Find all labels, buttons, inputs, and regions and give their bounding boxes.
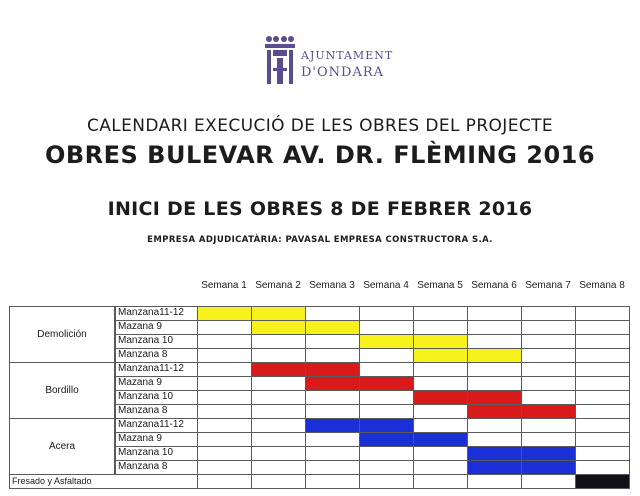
schedule-cell xyxy=(305,446,360,461)
schedule-cell xyxy=(413,418,468,433)
schedule-cell xyxy=(197,376,252,391)
schedule-cell xyxy=(575,348,630,363)
schedule-cell xyxy=(305,474,360,489)
task-row-label: Mazana 9 xyxy=(115,320,198,335)
schedule-cell xyxy=(413,376,468,391)
schedule-cell xyxy=(197,334,252,349)
schedule-cell xyxy=(575,334,630,349)
schedule-bar-cell xyxy=(521,404,576,419)
start-date-heading: INICI DE LES OBRES 8 DE FEBRER 2016 xyxy=(107,198,533,220)
schedule-cell xyxy=(359,404,414,419)
week-header-8: Semana 8 xyxy=(579,280,625,291)
schedule-cell xyxy=(197,446,252,461)
schedule-bar-cell xyxy=(521,446,576,461)
schedule-cell xyxy=(521,334,576,349)
task-row-label: Manzana 10 xyxy=(115,390,198,405)
schedule-cell xyxy=(359,390,414,405)
schedule-cell xyxy=(467,362,522,377)
task-row-fresado: Fresado y Asfaltado xyxy=(9,474,198,489)
schedule-cell xyxy=(251,390,306,405)
schedule-cell xyxy=(197,432,252,447)
schedule-cell xyxy=(251,334,306,349)
schedule-cell xyxy=(305,460,360,475)
schedule-cell xyxy=(251,348,306,363)
logo-line-1: AJUNTAMENT xyxy=(301,49,394,62)
schedule-cell xyxy=(575,362,630,377)
schedule-bar-cell xyxy=(521,460,576,475)
schedule-cell xyxy=(413,474,468,489)
schedule-cell xyxy=(197,362,252,377)
schedule-cell xyxy=(467,306,522,321)
schedule-cell xyxy=(575,404,630,419)
schedule-bar-cell xyxy=(359,376,414,391)
schedule-cell xyxy=(305,432,360,447)
schedule-cell xyxy=(521,320,576,335)
schedule-cell xyxy=(575,432,630,447)
schedule-cell xyxy=(575,446,630,461)
schedule-bar-cell xyxy=(359,418,414,433)
schedule-cell xyxy=(359,460,414,475)
schedule-cell xyxy=(575,418,630,433)
contractor-line: EMPRESA ADJUDICATÀRIA: PAVASAL EMPRESA CONSTRUCTORA S.A. xyxy=(147,235,493,245)
logo-line-2: D'ONDARA xyxy=(301,65,385,80)
schedule-bar-cell xyxy=(467,390,522,405)
schedule-cell xyxy=(197,418,252,433)
schedule-cell xyxy=(305,390,360,405)
task-row-label: Manzana 10 xyxy=(115,446,198,461)
schedule-cell xyxy=(521,362,576,377)
schedule-cell xyxy=(305,306,360,321)
schedule-cell xyxy=(359,320,414,335)
schedule-bar-cell xyxy=(305,362,360,377)
task-group-label: Bordillo xyxy=(45,385,79,396)
schedule-bar-cell xyxy=(467,404,522,419)
task-row-label: Mazana 9 xyxy=(115,432,198,447)
task-group-2 xyxy=(9,418,115,475)
task-group-1 xyxy=(9,362,115,419)
schedule-cell xyxy=(413,362,468,377)
schedule-cell xyxy=(521,432,576,447)
week-header-2: Semana 2 xyxy=(255,280,301,291)
schedule-bar-cell xyxy=(251,362,306,377)
schedule-cell xyxy=(197,404,252,419)
schedule-cell xyxy=(197,390,252,405)
schedule-cell xyxy=(359,446,414,461)
schedule-cell xyxy=(521,418,576,433)
schedule-cell xyxy=(467,320,522,335)
schedule-cell xyxy=(575,390,630,405)
schedule-bar-cell xyxy=(413,334,468,349)
schedule-cell xyxy=(521,474,576,489)
schedule-bar-cell xyxy=(413,390,468,405)
schedule-cell xyxy=(413,446,468,461)
schedule-cell xyxy=(575,460,630,475)
week-header-3: Semana 3 xyxy=(309,280,355,291)
task-row-label: Manzana11-12 xyxy=(115,306,198,321)
schedule-bar-cell xyxy=(251,320,306,335)
schedule-cell xyxy=(251,474,306,489)
schedule-bar-cell xyxy=(413,432,468,447)
schedule-cell xyxy=(359,474,414,489)
task-row-label: Manzana 8 xyxy=(115,460,198,475)
schedule-cell xyxy=(251,460,306,475)
schedule-cell xyxy=(251,376,306,391)
schedule-bar-cell xyxy=(467,460,522,475)
task-group-label: Acera xyxy=(48,441,76,452)
project-subtitle: CALENDARI EXECUCIÓ DE LES OBRES DEL PROJECTE xyxy=(86,116,554,136)
schedule-bar-cell xyxy=(305,320,360,335)
task-row-label: Manzana11-12 xyxy=(115,362,198,377)
schedule-bar-cell xyxy=(305,376,360,391)
schedule-cell xyxy=(251,446,306,461)
schedule-cell xyxy=(305,404,360,419)
schedule-bar-cell xyxy=(467,446,522,461)
schedule-cell xyxy=(197,320,252,335)
task-row-label: Manzana 8 xyxy=(115,404,198,419)
schedule-cell xyxy=(467,334,522,349)
schedule-cell xyxy=(467,432,522,447)
task-row-label: Manzana 10 xyxy=(115,334,198,349)
schedule-cell xyxy=(197,460,252,475)
schedule-cell xyxy=(413,404,468,419)
schedule-cell xyxy=(521,390,576,405)
schedule-cell xyxy=(575,376,630,391)
schedule-cell xyxy=(359,362,414,377)
schedule-cell xyxy=(359,306,414,321)
task-row-label: Mazana 9 xyxy=(115,376,198,391)
week-header-4: Semana 4 xyxy=(363,280,409,291)
week-header-6: Semana 6 xyxy=(471,280,517,291)
schedule-cell xyxy=(413,460,468,475)
schedule-bar-cell xyxy=(359,432,414,447)
schedule-cell xyxy=(521,306,576,321)
schedule-cell xyxy=(251,404,306,419)
schedule-cell xyxy=(521,376,576,391)
week-header-7: Semana 7 xyxy=(525,280,571,291)
schedule-cell xyxy=(251,432,306,447)
schedule-cell xyxy=(359,348,414,363)
schedule-cell xyxy=(305,348,360,363)
schedule-bar-cell xyxy=(467,348,522,363)
schedule-bar-cell xyxy=(359,334,414,349)
schedule-cell xyxy=(251,418,306,433)
schedule-cell xyxy=(197,348,252,363)
project-title: OBRES BULEVAR AV. DR. FLÈMING 2016 xyxy=(44,141,596,169)
schedule-cell xyxy=(467,474,522,489)
schedule-cell xyxy=(305,334,360,349)
week-header-5: Semana 5 xyxy=(417,280,463,291)
schedule-cell xyxy=(467,418,522,433)
schedule-cell xyxy=(575,320,630,335)
schedule-cell xyxy=(413,306,468,321)
schedule-cell xyxy=(467,376,522,391)
schedule-bar-cell xyxy=(575,474,630,489)
task-row-label: Manzana11-12 xyxy=(115,418,198,433)
schedule-bar-cell xyxy=(197,306,252,321)
task-row-label: Manzana 8 xyxy=(115,348,198,363)
schedule-cell xyxy=(197,474,252,489)
schedule-bar-cell xyxy=(305,418,360,433)
schedule-cell xyxy=(413,320,468,335)
schedule-bar-cell xyxy=(251,306,306,321)
schedule-cell xyxy=(575,306,630,321)
schedule-cell xyxy=(521,348,576,363)
task-group-label: Demolición xyxy=(37,329,87,340)
week-header-1: Semana 1 xyxy=(201,280,247,291)
task-group-0 xyxy=(9,306,115,363)
schedule-bar-cell xyxy=(413,348,468,363)
